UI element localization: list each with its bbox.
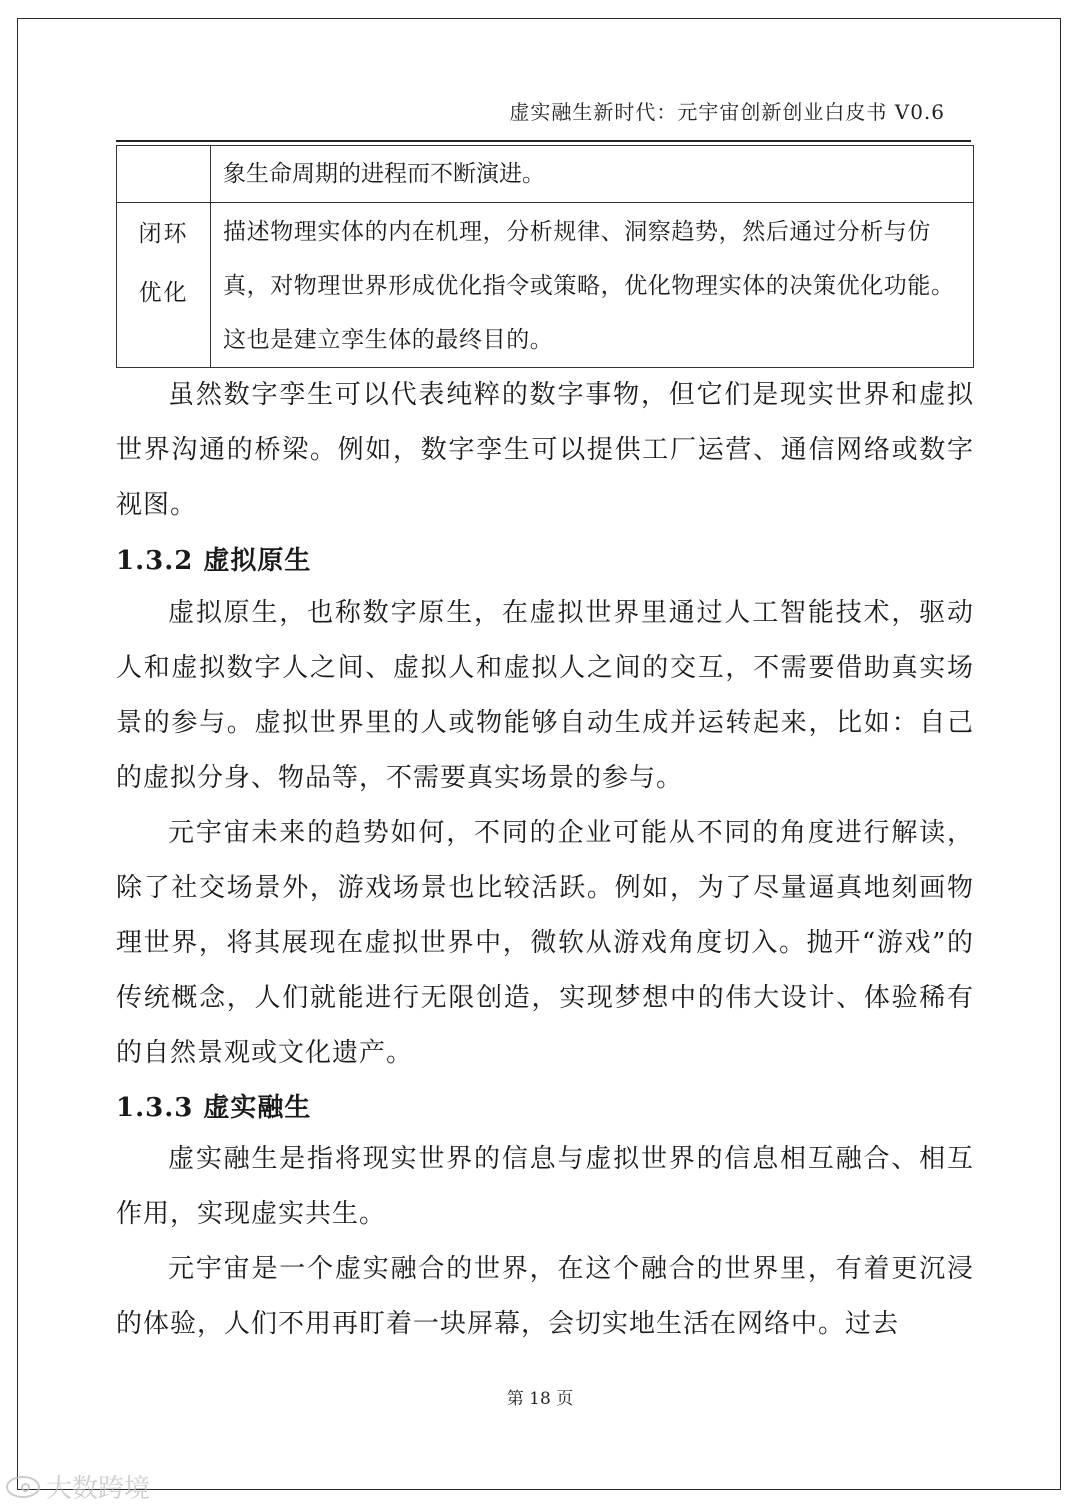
table-description-cell xyxy=(211,203,974,368)
definition-table xyxy=(116,145,974,368)
body-paragraph: 元宇宙未来的趋势如何，不同的企业可能从不同的角度进行解读，除了社交场景外，游戏场景也比较活跃。例如，为了尽量逼真地刻画物理世界，将其展现在虚拟世界中，微软从游戏角度切入。抛开“游戏”的传统概念，人们就能进行无限创造，实现梦想中的伟大设计、体验稀有的自然景观或文化遗产。 xyxy=(116,818,974,1068)
watermark-text: 大数跨境 xyxy=(46,1474,151,1504)
table-description-text: 象生命周期的进程而不断演进。 xyxy=(223,161,545,187)
table-row xyxy=(117,203,974,368)
body-paragraph: 虽然数字孪生可以代表纯粹的数字事物，但它们是现实世界和虚拟世界沟通的桥梁。例如，数字孪生可以提供工厂运营、通信网络或数字视图。 xyxy=(116,380,974,520)
watermark xyxy=(6,1468,150,1505)
body-paragraph-block xyxy=(116,1132,974,1352)
body-paragraph-block xyxy=(116,586,974,1081)
table-description-cell xyxy=(211,146,974,203)
document-header-title: 虚实融生新时代：元宇宙创新创业白皮书 V0.6 xyxy=(509,100,945,124)
header-divider xyxy=(116,140,971,142)
table-term-cell xyxy=(117,146,211,203)
page-number: 第 18 页 xyxy=(506,1389,574,1409)
body-paragraph: 虚实融生是指将现实世界的信息与虚拟世界的信息相互融合、相互作用，实现虚实共生。 xyxy=(116,1144,974,1229)
section-heading-1-3-2: 1.3.2 虚拟原生 xyxy=(116,546,312,576)
body-paragraph: 虚拟原生，也称数字原生，在虚拟世界里通过人工智能技术，驱动人和虚拟数字人之间、虚拟人和虚拟人之间的交互，不需要借助真实场景的参与。虚拟世界里的人或物能够自动生成并运转起来，比如：自己的虚拟分身、物品等，不需要真实场景的参与。 xyxy=(116,598,974,793)
watermark-logo-icon xyxy=(6,1476,40,1498)
table-term-line: 闭环 xyxy=(138,221,189,247)
table-term-line: 优化 xyxy=(138,280,189,306)
table-description-text: 描述物理实体的内在机理，分析规律、洞察趋势，然后通过分析与仿真，对物理世界形成优化指令或策略，优化物理实体的决策优化功能。这也是建立孪生体的最终目的。 xyxy=(223,219,955,353)
table-term-cell xyxy=(117,203,211,368)
table-row xyxy=(117,146,974,203)
body-paragraph-block xyxy=(116,368,974,533)
section-heading-1-3-3: 1.3.3 虚实融生 xyxy=(116,1093,312,1123)
body-paragraph: 元宇宙是一个虚实融合的世界，在这个融合的世界里，有着更沉浸的体验，人们不用再盯着一块屏幕，会切实地生活在网络中。过去 xyxy=(116,1254,974,1339)
